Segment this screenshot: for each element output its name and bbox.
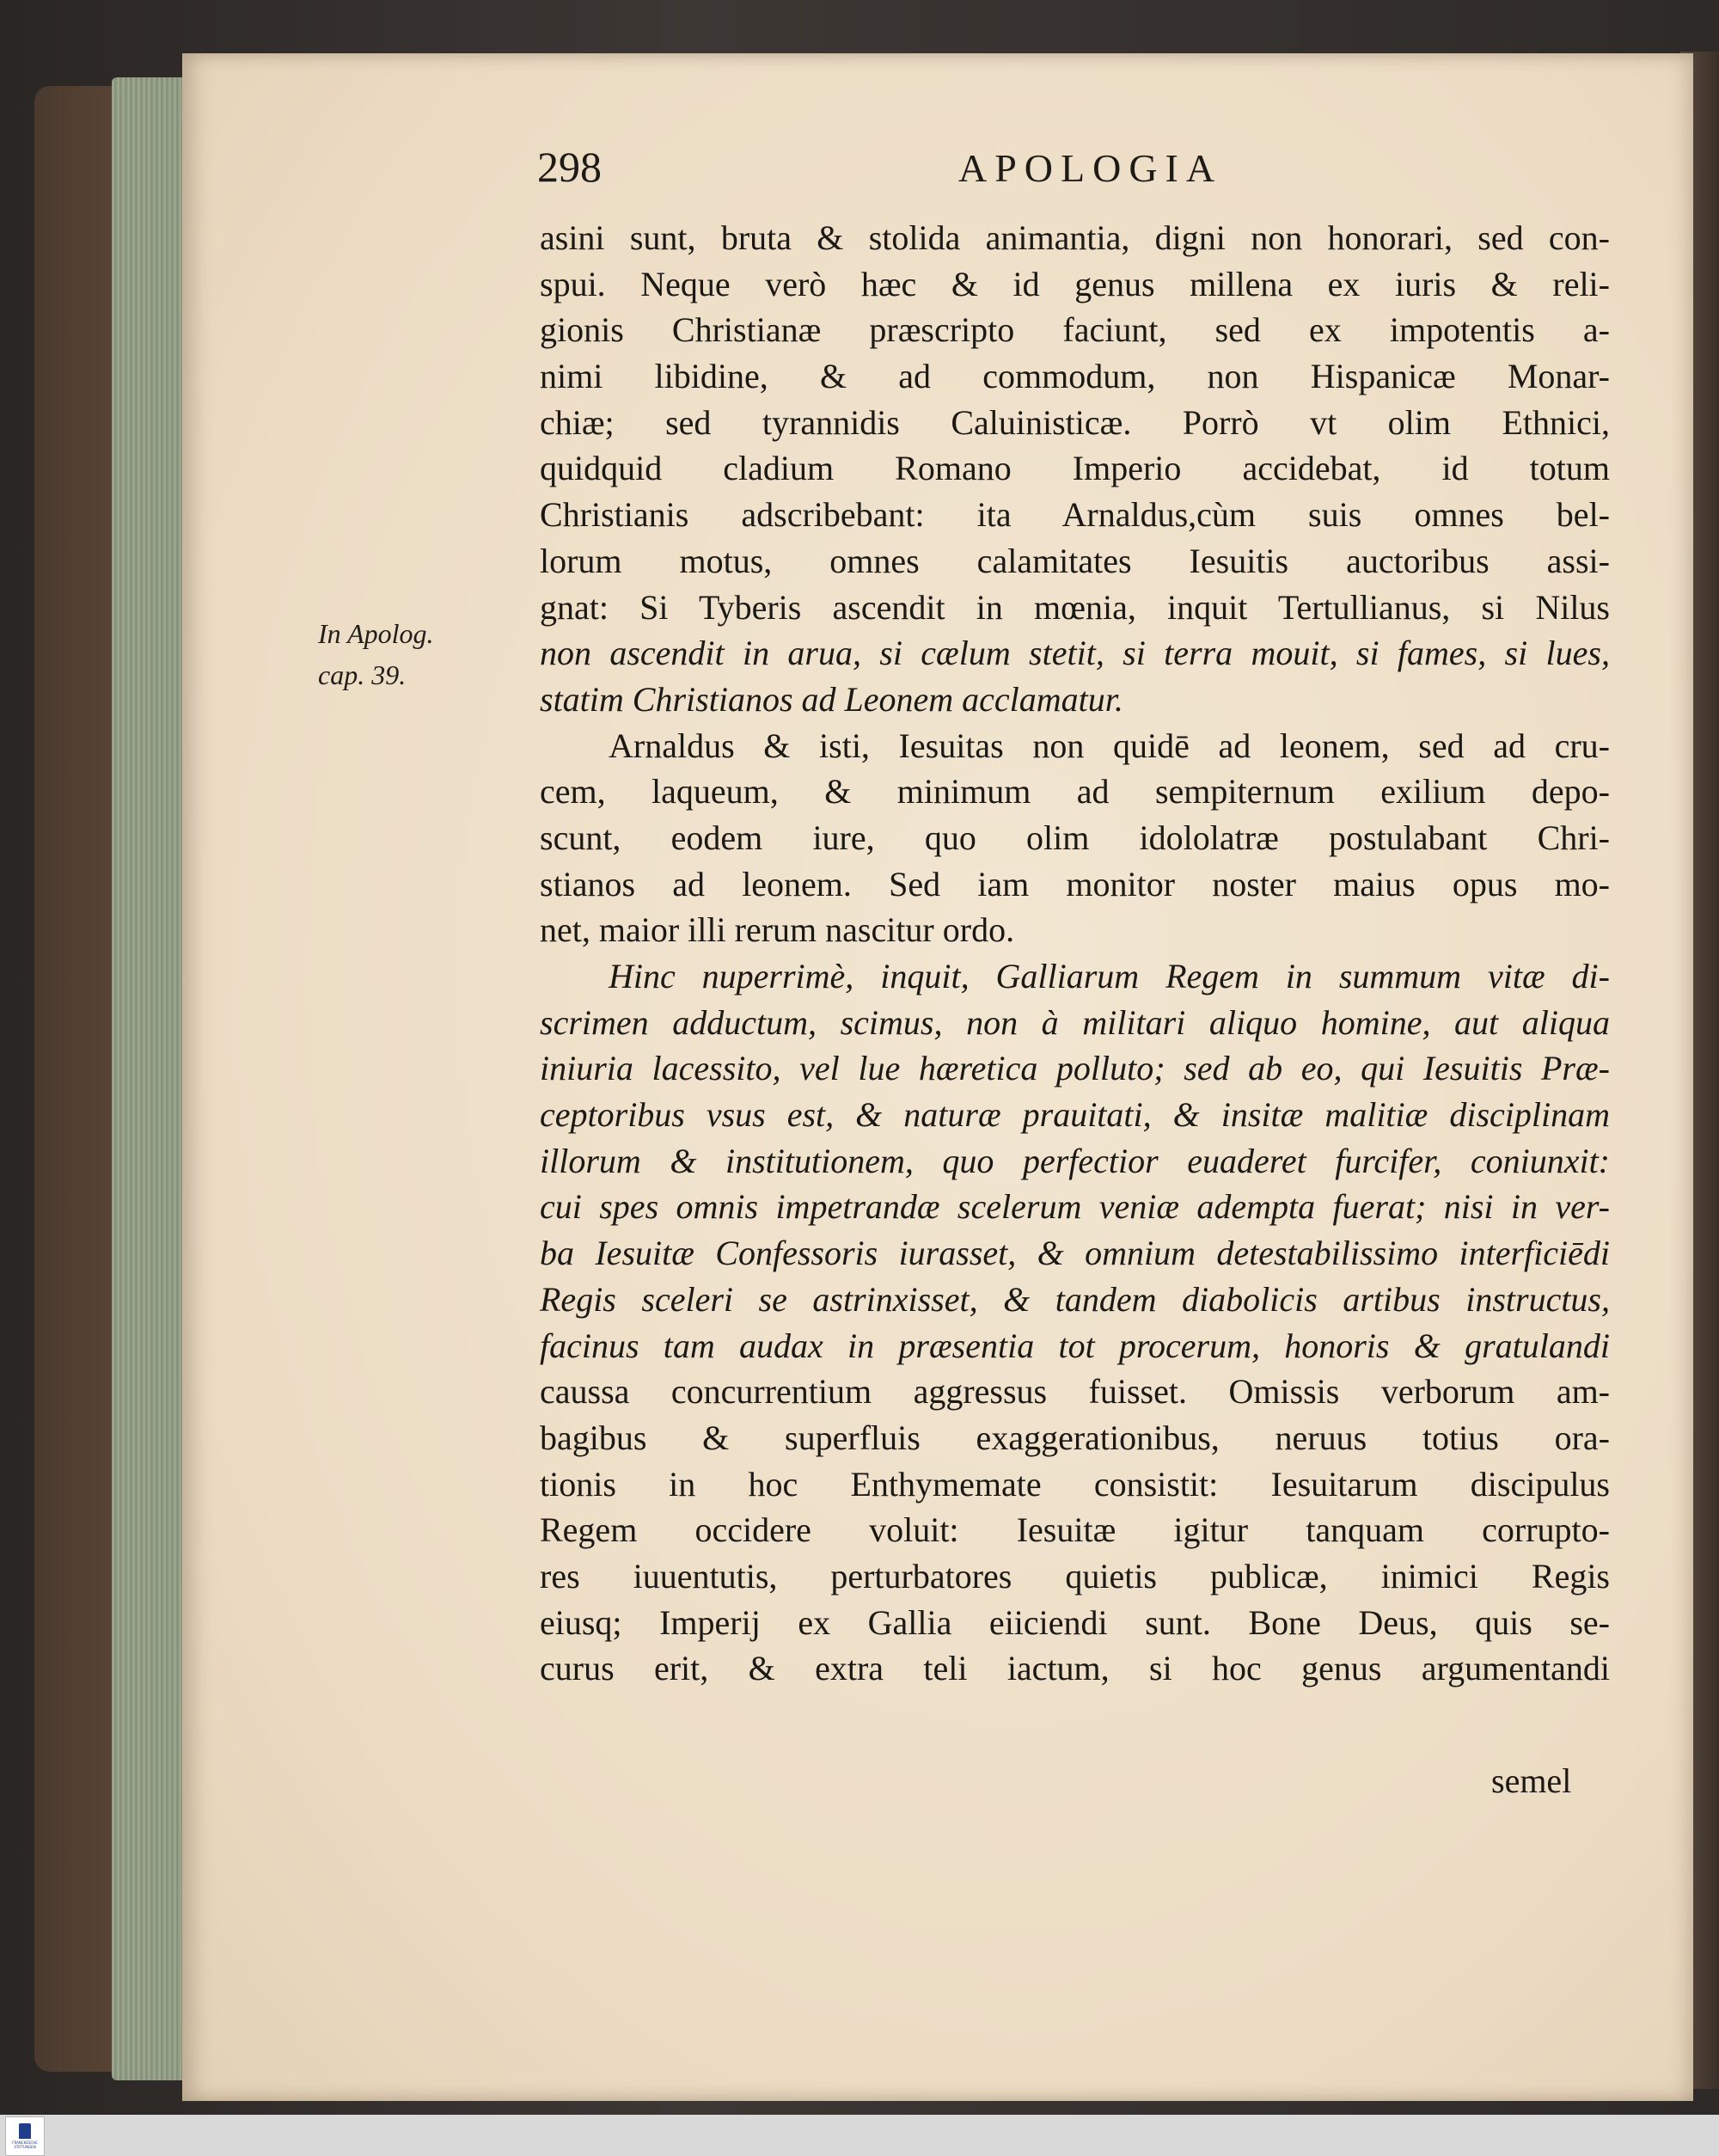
logo-text: FRANCKESCHE STIFTUNGEN bbox=[12, 2141, 38, 2149]
text-line: bagibus & superfluis exaggerationibus, neruus totius ora- bbox=[540, 1418, 1610, 1457]
text-line: scrimen adductum, scimus, non à militari aliquo homine, aut aliqua bbox=[540, 1002, 1610, 1042]
text-line: net, maior illi rerum nascitur ordo. bbox=[540, 910, 1015, 950]
text-line: Regis sceleri se astrinxisset, & tandem diabolicis artibus instructus, bbox=[540, 1279, 1610, 1319]
text-line: Arnaldus & isti, Iesuitas non quidē ad leonem, sed ad cru- bbox=[609, 726, 1610, 765]
text-line: spui. Neque verò hæc & id genus millena ex iuris & reli- bbox=[540, 264, 1610, 303]
text-line: eiusq; Imperij ex Gallia eiiciendi sunt. Bone Deus, quis se- bbox=[540, 1602, 1610, 1642]
marginal-note bbox=[318, 613, 516, 695]
text-line: gionis Christianæ præscripto faciunt, sed ex impotentis a- bbox=[540, 310, 1610, 350]
marginal-note-line: cap. 39. bbox=[318, 659, 407, 690]
text-line: gnat: Si Tyberis ascendit in mœnia, inquit Tertullianus, si Nilus bbox=[540, 587, 1610, 627]
text-line: lorum motus, omnes calamitates Iesuitis auctoribus assi- bbox=[540, 541, 1610, 580]
catchword: semel bbox=[1491, 1761, 1572, 1800]
text-line: quidquid cladium Romano Imperio accidebat, id totum bbox=[540, 449, 1610, 488]
text-line: res iuuentutis, perturbatores quietis publicæ, inimici Regis bbox=[540, 1556, 1610, 1596]
running-title: APOLOGIA bbox=[958, 146, 1223, 190]
text-line: cem, laqueum, & minimum ad sempiternum exilium depo- bbox=[540, 772, 1610, 812]
body-text bbox=[540, 215, 1610, 1692]
text-line: scunt, eodem iure, quo olim idololatræ postulabant Chri- bbox=[540, 818, 1610, 857]
text-line: curus erit, & extra teli iactum, si hoc genus argumentandi bbox=[540, 1649, 1610, 1688]
text-line: stianos ad leonem. Sed iam monitor noster maius opus mo- bbox=[540, 864, 1610, 903]
viewer-footer-bar bbox=[0, 2115, 1719, 2156]
text-line: Hinc nuperrimè, inquit, Galliarum Regem in summum vitæ di- bbox=[609, 957, 1610, 995]
text-line: chiæ; sed tyrannidis Caluinisticæ. Porrò vt olim Ethnici, bbox=[540, 402, 1610, 442]
text-line: cui spes omnis impetrandæ scelerum veniæ adempta fuerat; nisi in ver- bbox=[540, 1187, 1610, 1227]
page-header bbox=[537, 142, 1268, 202]
text-line: caussa concurrentium aggressus fuisset. Omissis verborum am- bbox=[540, 1372, 1610, 1412]
text-line: ceptoribus vsus est, & naturæ prauitati, & insitæ malitiæ disciplinam bbox=[540, 1095, 1610, 1135]
logo-mark-icon bbox=[19, 2123, 31, 2139]
text-line: nimi libidine, & ad commodum, non Hispanicæ Monar- bbox=[540, 357, 1610, 396]
text-line: non ascendit in arua, si cælum stetit, si terra mouit, si fames, si lues, bbox=[540, 634, 1610, 673]
text-line: illorum & institutionem, quo perfectior euaderet furcifer, coniunxit: bbox=[540, 1141, 1610, 1180]
text-line: Regem occidere voluit: Iesuitæ igitur tanquam corrupto- bbox=[540, 1510, 1610, 1550]
text-line: asini sunt, bruta & stolida animantia, digni non honorari, sed con- bbox=[540, 218, 1610, 257]
text-line: facinus tam audax in præsentia tot procerum, honoris & gratulandi bbox=[540, 1326, 1610, 1365]
text-line: Christianis adscribebant: ita Arnaldus,cùm suis omnes bel- bbox=[540, 495, 1610, 535]
text-line: tionis in hoc Enthymemate consistit: Iesuitarum discipulus bbox=[540, 1464, 1610, 1504]
text-line: statim Christianos ad Leonem acclamatur. bbox=[540, 679, 1123, 719]
page-number: 298 bbox=[537, 143, 602, 191]
marginal-note-line: In Apolog. bbox=[318, 618, 434, 649]
text-line: ba Iesuitæ Confessoris iurasset, & omnium detestabilissimo interficiēdi bbox=[540, 1234, 1610, 1273]
library-logo-icon[interactable] bbox=[5, 2116, 45, 2156]
text-line: iniuria lacessito, vel lue hæretica polluto; sed ab eo, qui Iesuitis Præ- bbox=[540, 1049, 1610, 1088]
